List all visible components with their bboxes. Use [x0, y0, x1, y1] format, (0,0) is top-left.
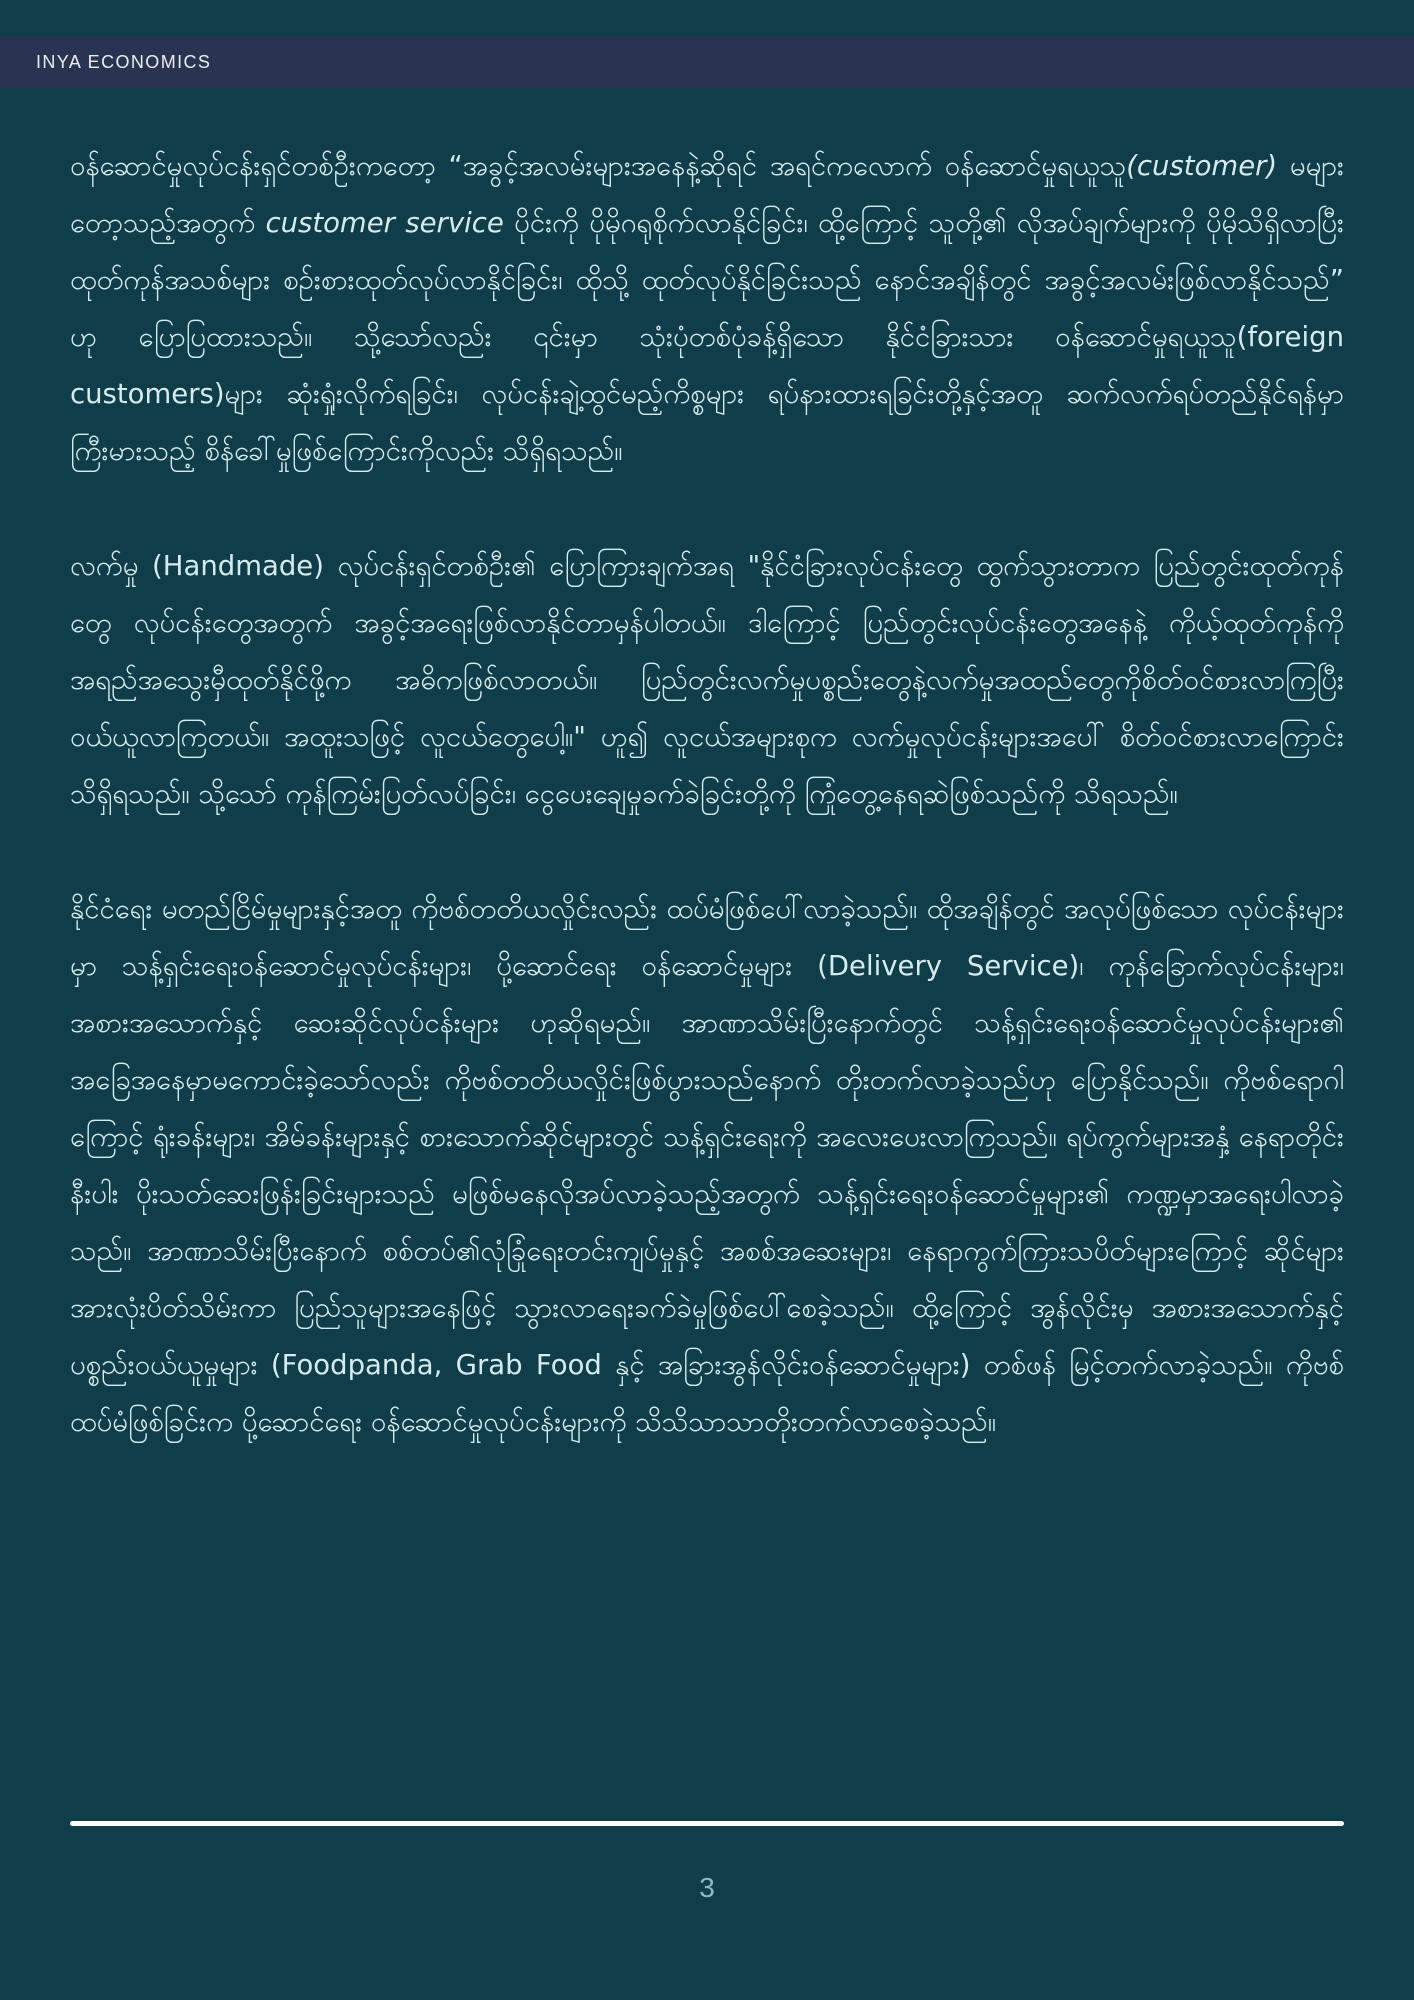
header-band	[0, 36, 1414, 88]
page-number: 3	[699, 1872, 715, 1903]
footer-divider	[70, 1821, 1344, 1826]
paragraph-1-text-b: မများတော့သည့်အတွက်	[70, 150, 1344, 239]
paragraph-1-text-a: ဝန်ဆောင်မှုလုပ်ငန်းရှင်တစ်ဦးကတော့ “အခွင့်အလမ်းများအနေနဲ့ဆိုရင် အရင်ကလောက် ဝန်ဆောင်မှုရယူသူ	[70, 150, 1127, 182]
article-body	[70, 138, 1344, 1509]
paragraph-1-text-c: ပိုင်းကို ပိုမိုဂရုစိုက်လာနိုင်ခြင်း၊ ထို့ကြောင့် သူတို့၏ လိုအပ်ချက်များကို ပိုမိုသိရှိလာပြီး ထုတ်ကုန်အသစ်များ စဉ်းစားထုတ်လုပ်လာနိုင်ခြင်း၊ ထိုသို့ ထုတ်လုပ်နိုင်ခြင်းသည် နောင်အချိန်တွင် အခွင့်အလမ်းဖြစ်လာနိုင်သည်” ဟု ပြောပြထားသည်။ သို့သော်လည်း ၎င်းမှာ သုံးပုံတစ်ပုံခန့်ရှိသော နိုင်ငံခြားသား ဝန်ဆောင်မှုရယူသူ(foreign customers)များ ဆုံးရှုံးလိုက်ရခြင်း၊ လုပ်ငန်းချဲ့ထွင်မည့်ကိစ္စများ ရပ်နားထားရခြင်းတို့နှင့်အတူ ဆက်လက်ရပ်တည်နိုင်ရန်မှာ ကြီးမားသည့် စိန်ခေါ်မှုဖြစ်ကြောင်းကိုလည်း သိရှိရသည်။	[70, 207, 1344, 467]
paragraph-2: လက်မှု (Handmade) လုပ်ငန်းရှင်တစ်ဦး၏ ပြောကြားချက်အရ "နိုင်ငံခြားလုပ်ငန်းတွေ ထွက်သွားတာက ပြည်တွင်းထုတ်ကုန်တွေ လုပ်ငန်းတွေအတွက် အခွင့်အရေးဖြစ်လာနိုင်တာမှန်ပါတယ်။ ဒါကြောင့် ပြည်တွင်းလုပ်ငန်းတွေအနေနဲ့ ကိုယ့်ထုတ်ကုန်ကိုအရည်အသွေးမှီထုတ်နိုင်ဖို့က အဓိကဖြစ်လာတယ်။ ပြည်တွင်းလက်မှုပစ္စည်းတွေနဲ့လက်မှုအထည်တွေကိုစိတ်ဝင်စားလာကြပြီး ဝယ်ယူလာကြတယ်။ အထူးသဖြင့် လူငယ်တွေပေါ့။" ဟူ၍ လူငယ်အများစုက လက်မှုလုပ်ငန်းများအပေါ် စိတ်ဝင်စားလာကြောင်း သိရှိရသည်။ သို့သော် ကုန်ကြမ်းပြတ်လပ်ခြင်း၊ ငွေပေးချေမှုခက်ခဲခြင်းတို့ကို ကြုံတွေ့နေရဆဲဖြစ်သည်ကို သိရသည်။	[70, 550, 1344, 810]
paragraph-1	[70, 138, 1344, 480]
paragraph-1-emphasis-customer-service: customer service	[265, 207, 504, 239]
brand-name: INYA ECONOMICS	[36, 52, 212, 72]
paragraph-3: နိုင်ငံရေး မတည်ငြိမ်မှုများနှင့်အတူ ကိုဗစ်တတိယလှိုင်းလည်း ထပ်မံဖြစ်ပေါ်လာခဲ့သည်။ ထိုအချိန်တွင် အလုပ်ဖြစ်သော လုပ်ငန်းများမှာ သန့်ရှင်းရေးဝန်ဆောင်မှုလုပ်ငန်းများ၊ ပို့ဆောင်ရေး ဝန်ဆောင်မှုများ (Delivery Service)၊ ကုန်ခြောက်လုပ်ငန်းများ၊ အစားအသောက်နှင့် ဆေးဆိုင်လုပ်ငန်းများ ဟုဆိုရမည်။ အာဏာသိမ်းပြီးနောက်တွင် သန့်ရှင်းရေးဝန်ဆောင်မှုလုပ်ငန်းများ၏ အခြေအနေမှာမကောင်းခဲ့သော်လည်း ကိုဗစ်တတိယလှိုင်းဖြစ်ပွားသည်နောက် တိုးတက်လာခဲ့သည်ဟု ပြောနိုင်သည်။ ကိုဗစ်ရောဂါကြောင့် ရုံးခန်းများ၊ အိမ်ခန်းများနှင့် စားသောက်ဆိုင်များတွင် သန့်ရှင်းရေးကို အလေးပေးလာကြသည်။ ရပ်ကွက်များအနှံ့ နေရာတိုင်းနီးပါး ပိုးသတ်ဆေးဖြန်းခြင်းများသည် မဖြစ်မနေလိုအပ်လာခဲ့သည့်အတွက် သန့်ရှင်းရေးဝန်ဆောင်မှုများ၏ ကဏ္ဍမှာအရေးပါလာခဲ့သည်။ အာဏာသိမ်းပြီးနောက် စစ်တပ်၏လုံခြုံရေးတင်းကျပ်မှုနှင့် အစစ်အဆေးများ၊ နေရာကွက်ကြားသပိတ်များကြောင့် ဆိုင်များအားလုံးပိတ်သိမ်းကာ ပြည်သူများအနေဖြင့် သွားလာရေးခက်ခဲမှုဖြစ်ပေါ်စေခဲ့သည်။ ထို့ကြောင့် အွန်လိုင်းမှ အစားအသောက်နှင့် ပစ္စည်းဝယ်ယူမှုများ (Foodpanda, Grab Food နှင့် အခြားအွန်လိုင်းဝန်ဆောင်မှုများ) တစ်ဖန် မြင့်တက်လာခဲ့သည်။ ကိုဗစ်ထပ်မံဖြစ်ခြင်းက ပို့ဆောင်ရေး ဝန်ဆောင်မှုလုပ်ငန်းများကို သိသိသာသာတိုးတက်လာစေခဲ့သည်။	[70, 893, 1344, 1438]
paragraph-1-emphasis-customer: (customer)	[1126, 150, 1278, 182]
